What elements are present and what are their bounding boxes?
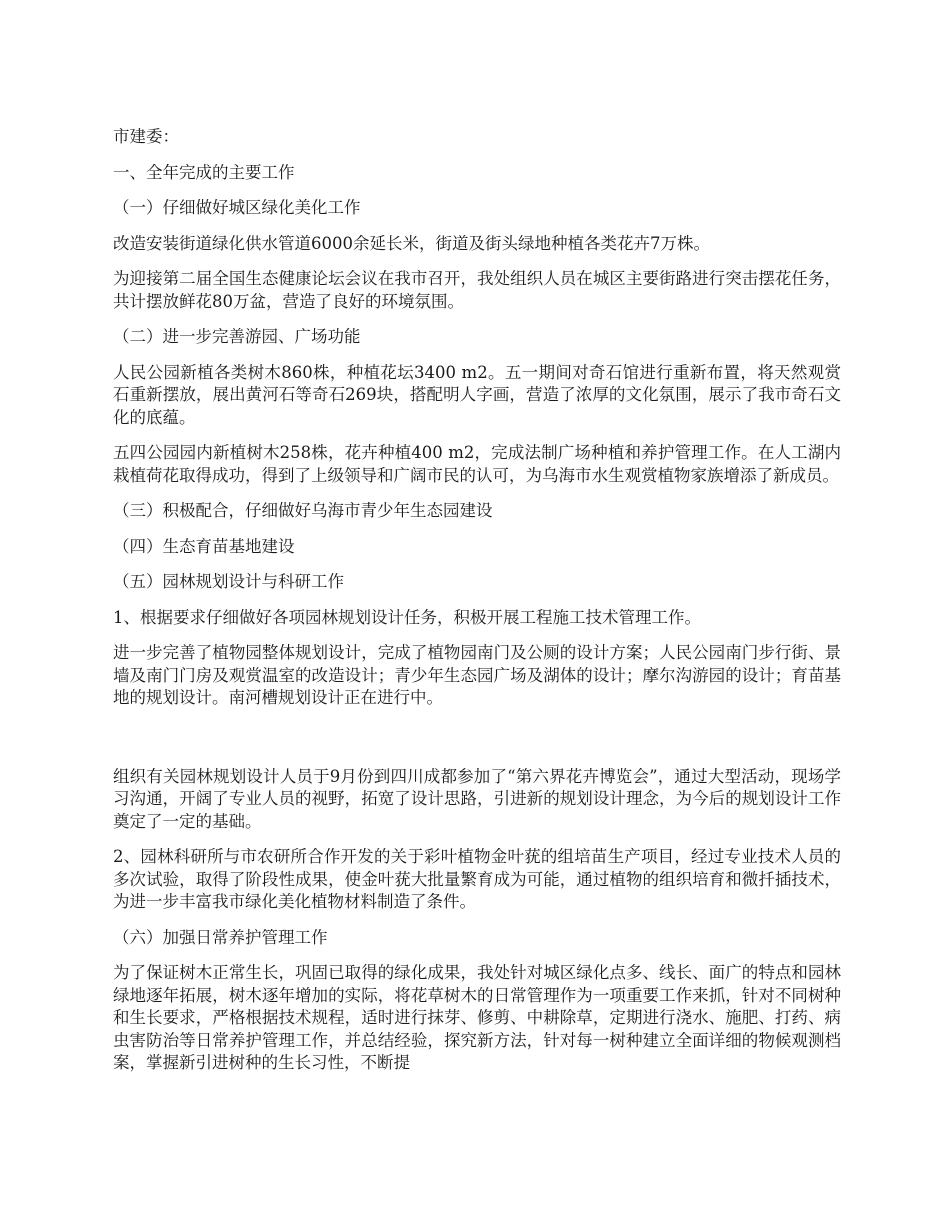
section-heading-main-work: 一、全年完成的主要工作 bbox=[113, 162, 295, 182]
body-paragraph: 人民公园新植各类树木860株，种植花坛3400 m2。五一期间对奇石馆进行重新布置，将天然观赏石重新摆放，展出黄河石等奇石269块，搭配明人字画，营造了浓厚的文化氛围，展示了我市奇石文化的底蕴。 bbox=[113, 362, 841, 427]
salutation: 市建委： bbox=[113, 127, 179, 146]
document-body bbox=[113, 126, 841, 1088]
subsection-heading-4: （四）生态育苗基地建设 bbox=[113, 536, 295, 556]
paragraph-gap bbox=[113, 723, 841, 766]
subsection-heading-6: （六）加强日常养护管理工作 bbox=[113, 927, 328, 947]
subsection-heading-5: （五）园林规划设计与科研工作 bbox=[113, 572, 344, 591]
subsection-heading-2: （二）进一步完善游园、广场功能 bbox=[113, 327, 361, 346]
numbered-item-1: 1、根据要求仔细做好各项园林规划设计任务，积极开展工程施工技术管理工作。 bbox=[113, 607, 701, 627]
body-paragraph: 为迎接第二届全国生态健康论坛会议在我市召开，我处组织人员在城区主要街路进行突击摆花任务，共计摆放鲜花80万盆，营造了良好的环境氛围。 bbox=[113, 269, 841, 311]
subsection-heading-3: （三）积极配合，仔细做好乌海市青少年生态园建设 bbox=[113, 501, 493, 520]
numbered-item-2: 2、园林科研所与市农研所合作开发的关于彩叶植物金叶莸的组培苗生产项目，经过专业技术人员的多次试验，取得了阶段性成果，使金叶莸大批量繁育成为可能，通过植物的组织培育和微扦插技术，为进一步丰富我市绿化美化植物材料制造了条件。 bbox=[113, 847, 841, 911]
body-paragraph: 改造安装街道绿化供水管道6000余延长米，街道及街头绿地种植各类花卉7万株。 bbox=[113, 233, 710, 253]
body-paragraph: 组织有关园林规划设计人员于9月份到四川成都参加了“第六界花卉博览会”，通过大型活动，现场学习沟通，开阔了专业人员的视野，拓宽了设计思路，引进新的规划设计理念，为今后的规划设计工作奠定了一定的基础。 bbox=[113, 766, 841, 831]
body-paragraph: 进一步完善了植物园整体规划设计，完成了植物园南门及公厕的设计方案；人民公园南门步行街、景墙及南门门房及观赏温室的改造设计；青少年生态园广场及湖体的设计；摩尔沟游园的设计；育苗基地的规划设计。南河槽规划设计正在进行中。 bbox=[113, 643, 841, 707]
body-paragraph: 为了保证树木正常生长，巩固已取得的绿化成果，我处针对城区绿化点多、线长、面广的特点和园林绿地逐年拓展，树木逐年增加的实际，将花草树木的日常管理作为一项重要工作来抓，针对不同树种和生长要求，严格根据技术规程，适时进行抹芽、修剪、中耕除草，定期进行浇水、施肥、打药、病虫害防治等日常养护管理工作，并总结经验，探究新方法，针对每一树种建立全面详细的物候观测档案，掌握新引进树种的生长习性，不断提 bbox=[113, 963, 841, 1072]
subsection-heading-1: （一）仔细做好城区绿化美化工作 bbox=[113, 198, 361, 217]
body-paragraph: 五四公园园内新植树木258株，花卉种植400 m2，完成法制广场种植和养护管理工作。在人工湖内栽植荷花取得成功，得到了上级领导和广阔市民的认可，为乌海市水生观赏植物家族增添了新成员。 bbox=[113, 443, 841, 485]
